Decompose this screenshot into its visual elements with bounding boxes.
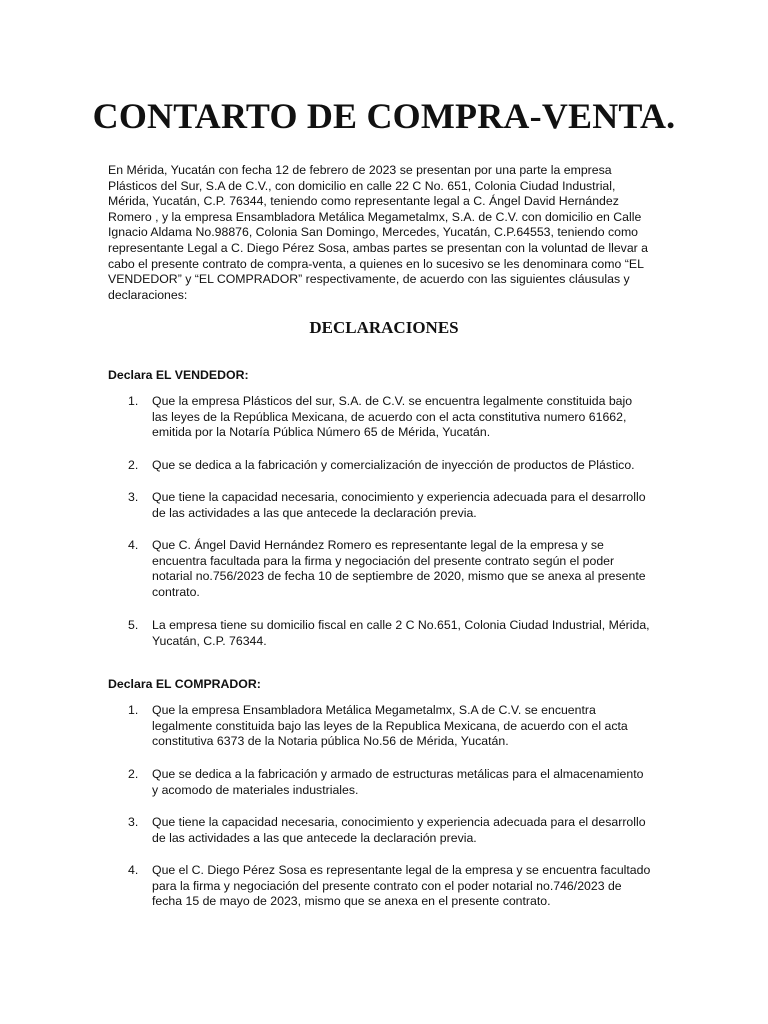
intro-line: declaraciones: (108, 287, 188, 302)
declaration-line: Que tiene la capacidad necesaria, conocimiento y experiencia adecuada para el desarrollo (152, 490, 646, 504)
declaration-line: emitida por la Notaría Pública Número 65 de Mérida, Yucatán. (152, 425, 491, 440)
declaration-line: Que el C. Diego Pérez Sosa es representante legal de la empresa y se encuentra facultado (152, 863, 651, 877)
list-number: 4. (128, 538, 139, 552)
list-number: 1. (128, 394, 139, 408)
intro-line: representante Legal a C. Diego Pérez Sosa, ambas partes se presentan con la voluntad de llevar a (108, 240, 649, 255)
declaration-line: para la firma y negociación del presente contrato con el poder notarial no.746/2023 de (152, 878, 622, 893)
declaration-text (152, 490, 668, 521)
declaration-line: Que tiene la capacidad necesaria, conocimiento y experiencia adecuada para el desarrollo (152, 815, 646, 829)
document-title: CONTARTO DE COMPRA-VENTA. (92, 96, 676, 136)
declaration-line: La empresa tiene su domicilio fiscal en calle 2 C No.651, Colonia Ciudad Industrial, Mérida, (152, 618, 650, 632)
intro-line: Mérida, Yucatán, C.P. 76344, teniendo como representante legal a C. Ángel David Hernández (108, 194, 619, 209)
declaration-text (152, 863, 668, 910)
declaration-line: contrato. (152, 584, 200, 599)
declaration-text (152, 767, 668, 798)
declaration-text (152, 703, 668, 750)
declaration-line: las leyes de la República Mexicana, de acuerdo con el acta constitutiva numero 61662, (152, 409, 627, 424)
section-title-declaraciones: DECLARACIONES (309, 318, 459, 337)
declaration-text (152, 618, 668, 649)
intro-line: En Mérida, Yucatán con fecha 12 de febrero de 2023 se presentan por una parte la empresa (108, 163, 612, 177)
declaration-line: notarial no.756/2023 de fecha 10 de septiembre de 2020, mismo que se anexa al presente (152, 569, 646, 584)
declaration-line: Que la empresa Ensambladora Metálica Megametalmx, S.A de C.V. se encuentra (152, 703, 596, 717)
declaration-line: Que se dedica a la fabricación y comercialización de inyección de productos de Plástico. (152, 458, 635, 472)
declaration-line: de las actividades a las que antecede la declaración previa. (152, 830, 477, 845)
intro-line: Ignacio Aldama No.98876, Colonia San Domingo, Mercedes, Yucatán, C.P.64553, teniendo como (108, 225, 639, 240)
list-number: 3. (128, 490, 139, 504)
list-number: 1. (128, 703, 139, 717)
seller-heading: Declara EL VENDEDOR: (108, 368, 249, 382)
declaration-line: Que se dedica a la fabricación y armado de estructuras metálicas para el almacenamiento (152, 767, 644, 781)
declaration-line: legalmente constituida bajo las leyes de la Republica Mexicana, de acuerdo con el acta (152, 718, 628, 733)
declaration-line: Que C. Ángel David Hernández Romero es representante legal de la empresa y se (152, 538, 604, 552)
declaration-line: Que la empresa Plásticos del sur, S.A. de C.V. se encuentra legalmente constituida bajo (152, 394, 633, 408)
list-number: 5. (128, 618, 139, 632)
declaration-line: y acomodo de materiales industriales. (152, 782, 359, 797)
intro-line: VENDEDOR” y “EL COMPRADOR” respectivamente, de acuerdo con las siguientes cláusulas y (108, 272, 630, 287)
list-number: 2. (128, 458, 139, 472)
declaration-line: de las actividades a las que antecede la declaración previa. (152, 505, 477, 520)
declaration-text (152, 815, 668, 846)
list-number: 4. (128, 863, 139, 877)
intro-line: Romero , y la empresa Ensambladora Metálica Megametalmx, S.A. de C.V. con domicilio en Calle (108, 209, 642, 224)
intro-line: Plásticos del Sur, S.A de C.V., con domicilio en calle 22 C No. 651, Colonia Ciudad Industrial, (108, 178, 616, 193)
intro-line: cabo el presente contrato de compra-venta, a quienes en lo sucesivo se les denominara como “EL (108, 256, 644, 271)
declaration-line: Yucatán, C.P. 76344. (152, 633, 267, 648)
intro-paragraph (108, 163, 664, 303)
buyer-heading: Declara EL COMPRADOR: (108, 677, 261, 691)
declaration-line: encuentra facultada para la firma y negociación del presente contrato según el poder (152, 553, 615, 568)
declaration-text (152, 538, 668, 600)
declaration-line: fecha 15 de mayo de 2023, mismo que se anexa en el presente contrato. (152, 894, 551, 909)
declaration-text (152, 394, 668, 441)
list-number: 2. (128, 767, 139, 781)
declaration-line: constitutiva 6373 de la Notaria pública No.56 de Mérida, Yucatán. (152, 734, 509, 749)
declaration-text (152, 458, 668, 474)
list-number: 3. (128, 815, 139, 829)
